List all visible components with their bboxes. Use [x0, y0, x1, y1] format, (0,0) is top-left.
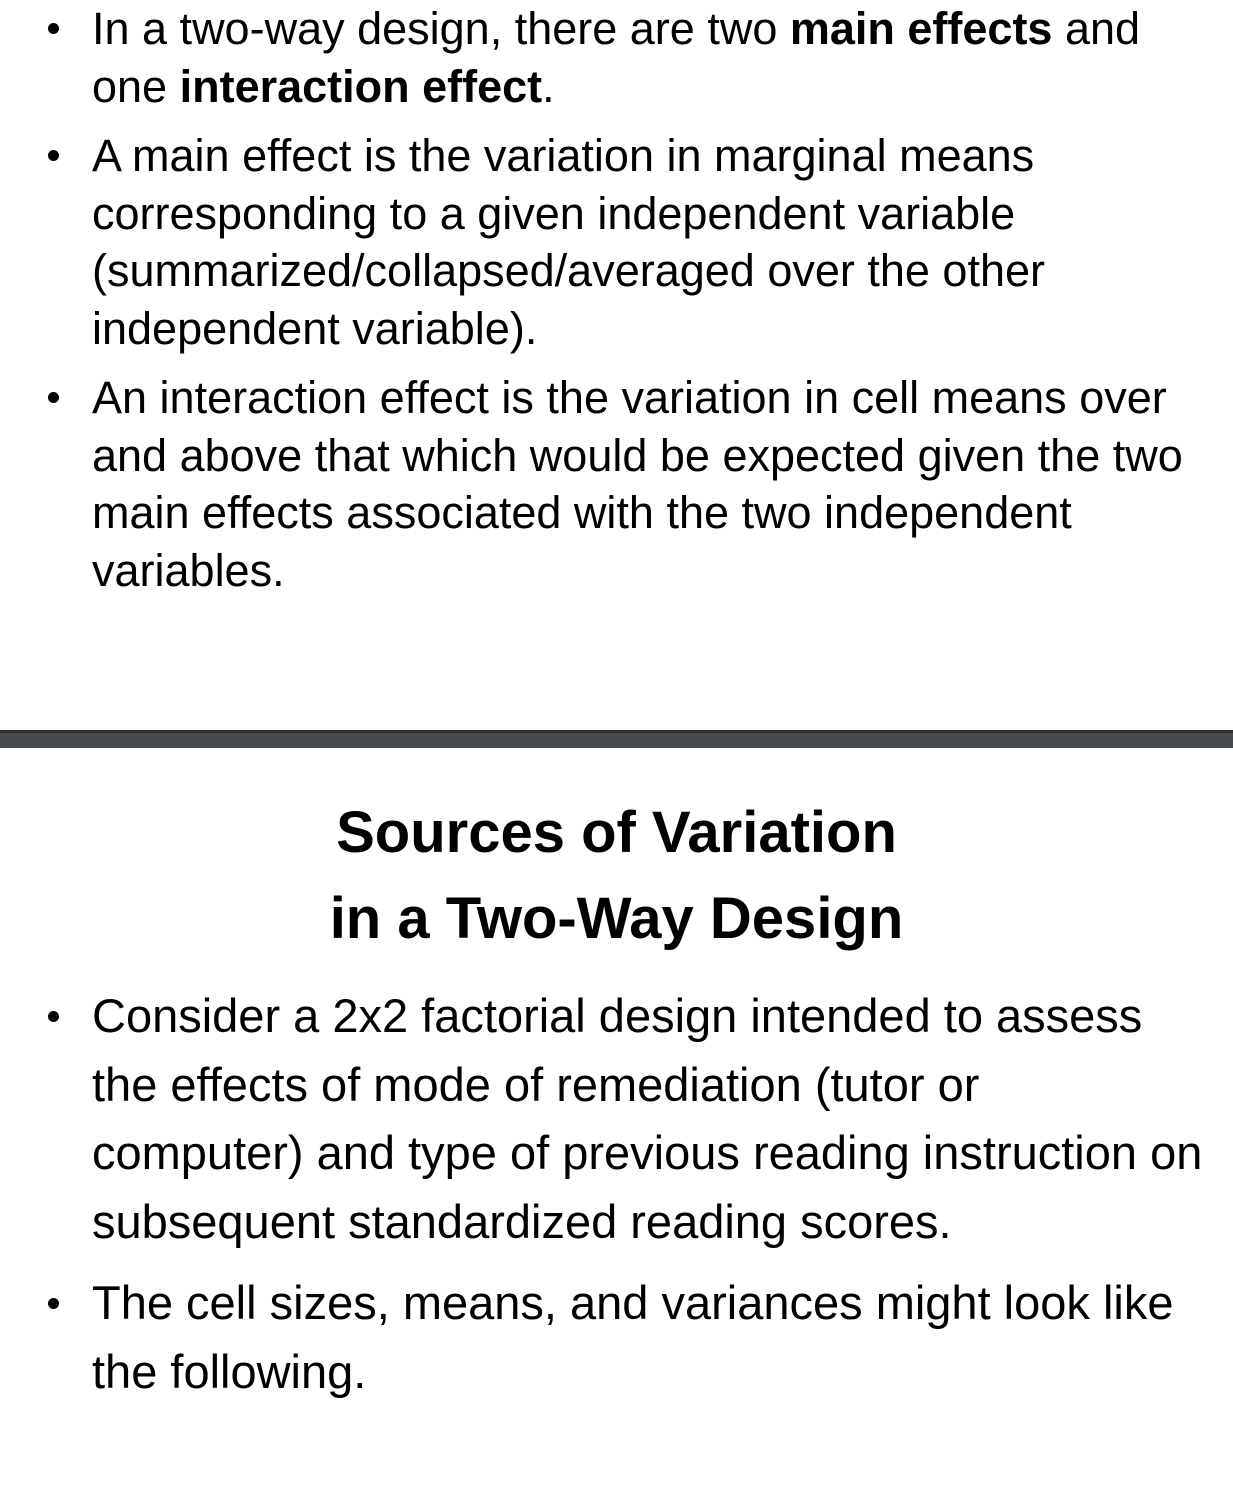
bullet-text: In a two-way design, there are two	[92, 3, 790, 54]
bullet-text-bold: main effects	[789, 3, 1053, 54]
bullet-item	[0, 1269, 1233, 1406]
bullet-item	[0, 127, 1233, 357]
slide-title-line-2: in a Two-Way Design	[329, 886, 904, 951]
bullet-list-bottom	[0, 982, 1233, 1406]
bullet-text: A main effect is the variation in marginal means corresponding to a given independent variable (summarized/collapsed/averaged over the other independent variable).	[92, 130, 1045, 354]
slide-title-line-1: Sources of Variation	[336, 800, 897, 865]
bullet-dot-icon	[48, 150, 59, 161]
bullet-dot-icon	[48, 392, 59, 403]
bullet-item	[0, 0, 1233, 115]
slide-divider	[0, 730, 1233, 748]
slide-top	[0, 0, 1233, 730]
bullet-dot-icon	[48, 1011, 59, 1022]
bullet-item	[0, 369, 1233, 599]
bullet-list-top	[0, 0, 1233, 599]
slide-title	[0, 790, 1233, 962]
bullet-text: The cell sizes, means, and variances might look like the following.	[92, 1276, 1174, 1398]
bullet-text-bold: interaction effect	[179, 60, 543, 112]
bullet-text: Consider a 2x2 factorial design intended to assess the effects of mode of remediation (tutor or computer) and type of previous reading instruction on subsequent standardized reading scores.	[92, 989, 1203, 1248]
bullet-dot-icon	[48, 23, 59, 34]
bullet-text: and one	[92, 3, 1141, 112]
bullet-text: An interaction effect is the variation in cell means over and above that which would be expected given the two main effects associated with the two independent variables.	[92, 372, 1183, 596]
bullet-text: .	[542, 60, 555, 112]
bullet-item	[0, 982, 1233, 1256]
bullet-dot-icon	[48, 1298, 59, 1309]
slide-bottom	[0, 748, 1233, 1488]
